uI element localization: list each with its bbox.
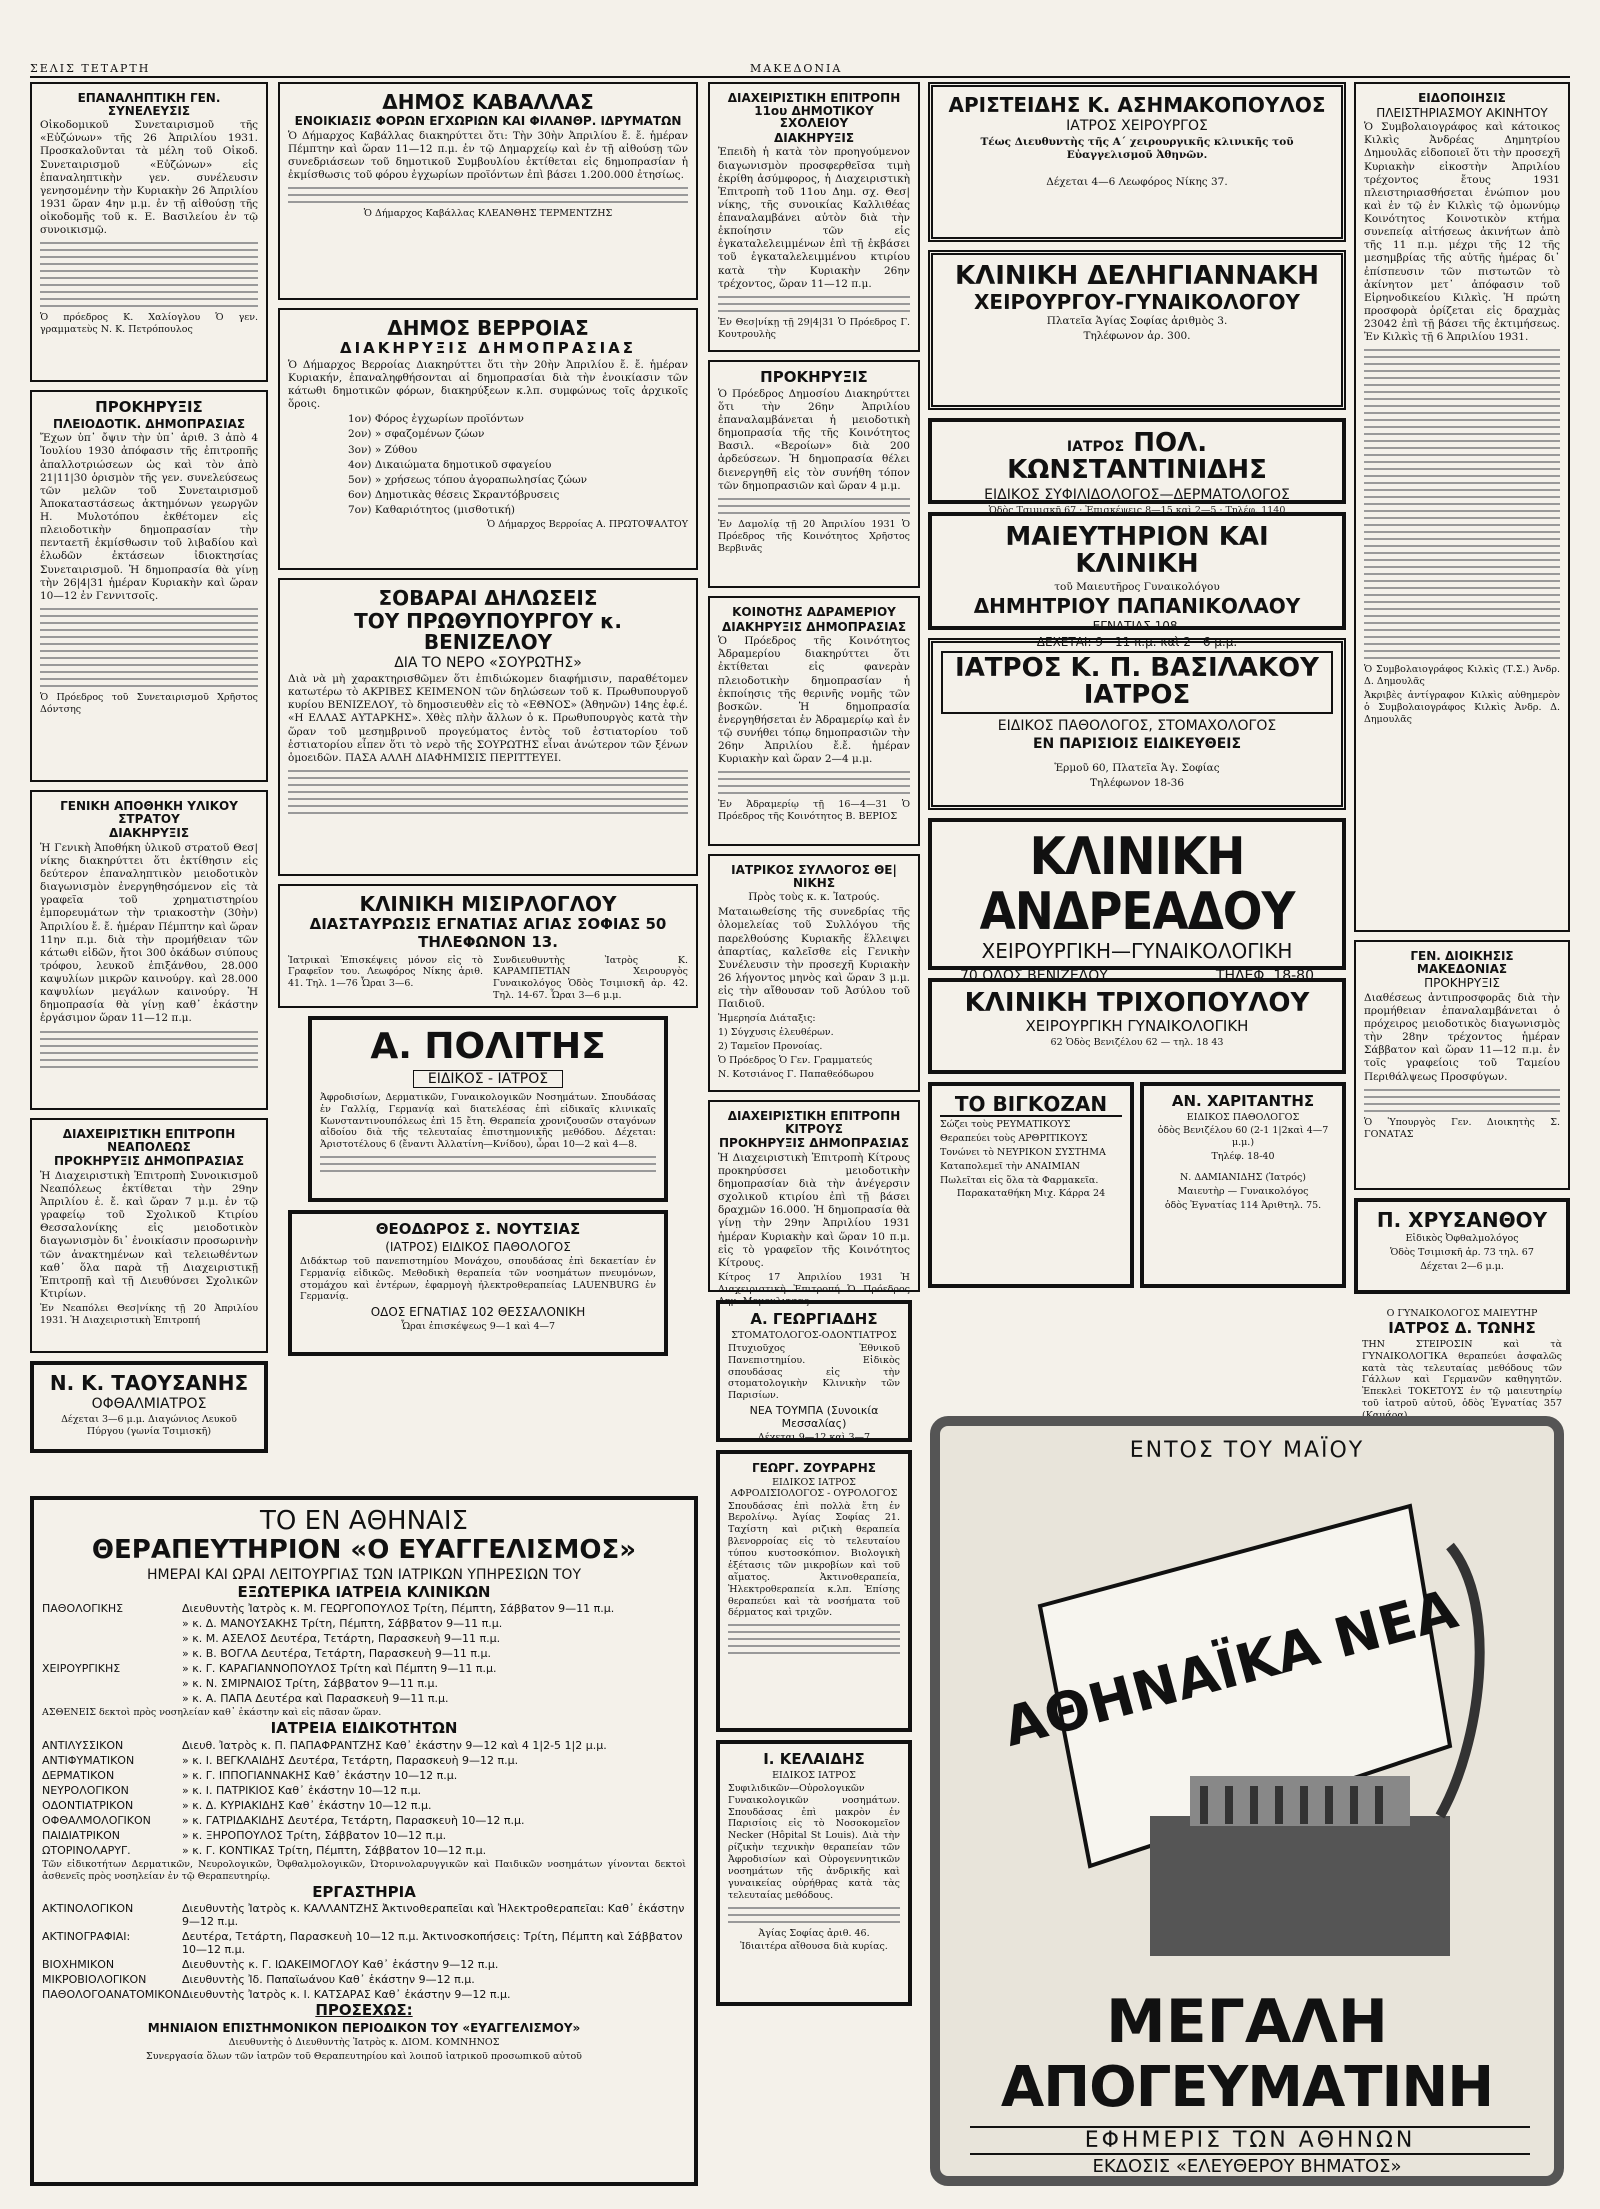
column-1	[30, 82, 268, 1461]
row-label: ΝΕΥΡΟΛΟΓΙΚΟΝ	[42, 1783, 129, 1797]
doctor-note: Ἰδιαιτέρα αἴθουσα διὰ κυρίας.	[740, 1941, 888, 1953]
row-value: » κ. Δ. ΚΥΡΙΑΚΙΔΗΣ Καθ᾽ ἑκάστην 10—12 π.μ.	[182, 1798, 432, 1812]
row-value: Δευτέρα, Τετάρτη, Παρασκευὴ 10—12 π.μ. Ἀκτινοσκοπήσεις: Τρίτη, Πέμπτη καὶ Σάββατον 10—12 π.μ.	[182, 1930, 683, 1957]
row-label	[42, 1617, 182, 1630]
clinic-right-info: Συνδιευθυντὴς Ἰατρὸς Κ. ΚΑΡΑΜΠΕΤΙΑΝ Χειρουργὸς Γυναικολόγος Ὁδὸς Τσιμισκῆ ἀρ. 42. Τηλ. 14-67. Ὧραι 3—6 μ.μ.	[493, 954, 688, 1002]
table-row	[42, 1692, 686, 1705]
ad-title: ΔΗΜΟΣ ΚΑΒΑΛΛΑΣ	[382, 90, 594, 114]
newspaper-illustration	[980, 1486, 1520, 1966]
clinic-of: τοῦ Μαιευτῆρος Γυναικολόγου	[1054, 580, 1220, 593]
doctor-name: ΑΝ. ΧΑΡΙΤΑΝΤΗΣ	[1171, 1092, 1315, 1110]
doctor-specialty: ΕΙΔΙΚΟΣ ΠΑΘΟΛΟΓΟΣ	[1186, 1111, 1300, 1123]
ad-title: ΠΡΟΚΗΡΥΞΙΣ	[95, 398, 203, 416]
hospital-note-2: Τῶν εἰδικοτήτων Δερματικῶν, Νευρολογικῶν, Ὀφθαλμολογικῶν, Ὠτορινολαρυγγικῶν καὶ Παιδικῶν νοσημάτων γίνονται δεκτοὶ ἀσθενεῖς πρὸς νοσηλείαν ἐν τῷ Θεραπευτηρίῳ.	[42, 1858, 686, 1882]
table-row	[42, 1814, 686, 1827]
ad-body: Ἡ Διαχειριστικὴ Ἐπιτροπὴ Κίτρους προκηρύσσει μειοδοτικὴν δημοπρασίαν διὰ τὴν ἀνέγερσιν σχολικοῦ κτιρίου ἐπὶ τῇ βάσει δραχμῶν 16.000. Ἡ δημοπρασία θὰ γίνῃ τὴν 29ην Ἀπριλίου 1931 ἡμέραν Κυριακὴν καὶ ὥραν 10 π.μ. εἰς τὸ γραφεῖον τῆς Κοινότητος Κίτρους.	[718, 1151, 910, 1269]
doctor-address: ὁδὸς Βενιζέλου 60 (2-1 1|2καὶ 4—7 μ.μ.)	[1157, 1124, 1329, 1148]
table-row	[42, 1602, 686, 1615]
ad-school-committee	[708, 82, 920, 352]
doctor-name: Α. ΓΕΩΡΓΙΑΔΗΣ	[750, 1310, 878, 1328]
doctor-body: ΤΗΝ ΣΤΕΙΡΟΣΙΝ καὶ τὰ ΓΥΝΑΙΚΟΛΟΓΙΚΑ θεραπεύει ἀσφαλῶς κατὰ τὰς τελευταίας μεθόδους τῶν Γάλλων καὶ Γερμανῶν καθηγητῶν. Ἐπεκλεὶ ΤΟΚΕΤΟΥΣ ἐν τῷ μαιευτηρίῳ τοῦ ἰατροῦ αὐτοῦ, ὁδὸς Ἐγνατίας 357	[1362, 1338, 1562, 1410]
list-item: 4ον) Δικαιώματα δημοτικοῦ σφαγείου	[348, 458, 552, 471]
text-filler	[40, 608, 258, 687]
doctor-specialty: (ΙΑΤΡΟΣ) ΕΙΔΙΚΟΣ ΠΑΘΟΛΟΓΟΣ	[385, 1239, 571, 1254]
text-filler	[40, 242, 258, 307]
ad-body: Ὁ Συμβολαιογράφος καὶ κάτοικος Κιλκὶς Ἀνδρέας Δημητρίου Δημουλᾶς εἰδοποιεῖ ὅτι τὴν προσεχῆ Κυριακὴν εἰκοστὴν Ἀπριλίου τρέχοντος ἔτους 1931 πλειστηριασθήσεται ἐνώπιον μου καὶ ἐν τῷ ἐν Κιλκὶς τῷ ὁμωνύμῳ Κοινότητος Κοινοτικὸν κτήμα συνεπείᾳ αἰτήσεως ἀκινήτων ἀπὸ τῆς 11 π.μ. μέχρι τῆς 12 τῆς μεσημβρίας τῆς αὐτῆς ἡμέρας δι᾽ ἐπίσπευσιν τῶν πιστωτῶν τὸ ἀκίνητον μετ᾽ ἀπόφασιν τοῦ Εἰρηνοδικείου Κιλκὶς. Ἡ πρώτη προσφορὰ ὁρίζεται εἰς δραχμὰς 23042 ἐπὶ τῇ βάσει τῆς ἐκτιμήσεως. Ἐν Κιλκὶς τῇ 6 Ἀπριλίου 1931.	[1364, 121, 1560, 344]
doctor-body: Σπουδάσας ἐπὶ πολλὰ ἔτη ἐν Βερολίνῳ. Ἀγίας Σοφίας 21. Ταχίστη καὶ ριζικὴ θεραπεία βλενορροίας εἰς τὸ τελευταίου τύπου κυστοσκόπιον. Βιολογικὴ ἐξέτασις τῶν μικροβίων καὶ τοῦ αἵματος. Ἀκτινοθεραπεία, Ἠλεκτροθεραπεία κ.λπ. Ἐπίσης θεραπεύει καὶ τὰ νοσήματα τοῦ δέρματος καὶ τριχῶν.	[728, 1500, 900, 1619]
ad-neapolis-committee	[30, 1118, 268, 1353]
ad-title-2: ΤΟΥ ΠΡΩΘΥΠΟΥΡΓΟΥ κ. ΒΕΝΙΖΕΛΟΥ	[354, 609, 622, 654]
doctor-name: ΙΑΤΡΟΣ Κ. Π. ΒΑΣΙΛΑΚΟΥ ΙΑΤΡΟΣ	[941, 651, 1333, 714]
ad-subtitle: ΔΙΑΚΗΡΥΞΙΣ ΔΗΜΟΠΡΑΣΙΑΣ	[339, 339, 637, 357]
doctor-specialty: ΕΙΔΙΚΟΣ ΙΑΤΡΟΣ	[772, 1769, 856, 1781]
row-label	[42, 1677, 182, 1690]
row-label: ΩΤΟΡΙΝΟΛΑΡΥΓ.	[42, 1843, 131, 1857]
row-value: » κ. Γ. ΚΑΡΑΓΙΑΝΝΟΠΟΥΛΟΣ Τρίτη καὶ Πέμπτη 9—11 π.μ.	[182, 1662, 497, 1676]
text-filler	[728, 1907, 900, 1923]
product-line: Πωλεῖται εἰς ὅλα τὰ Φαρμακεῖα.	[940, 1174, 1099, 1186]
clinic-subtitle: ΧΕΙΡΟΥΡΓΙΚΗ ΓΥΝΑΙΚΟΛΟΓΙΚΗ	[1025, 1017, 1249, 1036]
ad-vasilakou	[928, 638, 1346, 810]
ad-subtitle: ΠΛΕΙΟΔΟΤΙΚ. ΔΗΜΟΠΡΑΣΙΑΣ	[52, 416, 246, 431]
text-filler	[288, 187, 688, 203]
ad-body: Ὁ Δήμαρχος Βερροίας Διακηρύττει ὅτι τὴν 20ὴν Ἀπριλίου ἔ. ἔ. ἡμέραν Κυριακήν, ἐπαναληφθήσονται αἱ δημοπρασίαι διὰ τὴν ἐνοικίασιν τῶν κάτωθι δημοτικῶν φόρων, διακηρύξεων κ.λπ. συμφώνως τοῖς ἀρχικοῖς ὅροις.	[288, 358, 688, 411]
ad-papanikolaou	[928, 512, 1346, 649]
hospital-title: ΘΕΡΑΠΕΥΤΗΡΙΟΝ «Ο ΕΥΑΓΓΕΛΙΣΜΟΣ»	[91, 1535, 637, 1566]
section-labs: ΕΡΓΑΣΤΗΡΙΑ	[312, 1882, 416, 1901]
doctor-hours: Δέχεται 4—6 Λεωφόρος Νίκης 37.	[1046, 176, 1228, 189]
row-value: Διευθυντὴς Ἰδ. Παπαϊωάνου Καθ᾽ ἑκάστην 9—12 π.μ.	[182, 1973, 475, 1987]
ad-signature: Ἐν Θεσ|νίκῃ τῇ 29|4|31 Ὁ Πρόεδρος Γ. Κουτρουλὴς	[718, 316, 910, 340]
ad-body: Διὰ νὰ μὴ χαρακτηρισθῶμεν ὅτι ἐπιδιώκομεν διαφήμισιν, παραθέτομεν κατωτέρω τὸ ΑΚΡΙΒΕΣ ΚΕΙΜΕΝΟΝ τῶν δηλώσεων τοῦ κ. Πρωθυπουργοῦ κυρίου ΒΕΝΙΖΕΛΟΥ, τὸ δημοσιευθὲν εἰς τὸ «ΕΘΝΟΣ» (Ἀθηνῶν) 14ης ἐφ.έ. «Η ΕΛΛΑΣ ΑΥΤΑΡΚΗΣ». Χθὲς πλὴν ἄλλων ὁ κ. Πρωθυπουργὸς κατὰ τὴν ὥραν τοῦ μεσημβρινοῦ προγεύματος ἐντὸς τοῦ ἑστιατορίου τοῦ ἑστιατορίου εἶπεν ὅτι τὸ νερὸ τῆς ΣΟΥΡΩΤΗΣ εἶναι ἀνώτερον τῶν ξένων ὁμοειδῶν. ΠΑΣΑ ΑΛΛΗ ΔΙΑΦΗΜΙΣΙΣ ΠΕΡΙΤΤΕΥΕΙ.	[288, 673, 688, 764]
clinic-phone: ΤΗΛΕΦΩΝΟΝ 13.	[418, 932, 558, 951]
row-value: » κ. Γ. ΚΟΝΤΙΚΑΣ Τρίτη, Πέμπτη, Σάββατον 10—12 π.μ.	[182, 1843, 487, 1857]
row-label: ΠΑΙΔΙΑΤΡΙΚΟΝ	[42, 1828, 121, 1842]
list-item: 2) Ταμεῖον Προνοίας.	[718, 1041, 823, 1053]
hospital-subtitle: ΗΜΕΡΑΙ ΚΑΙ ΩΡΑΙ ΛΕΙΤΟΥΡΓΙΑΣ ΤΩΝ ΙΑΤΡΙΚΩΝ ΥΠΗΡΕΣΙΩΝ ΤΟΥ	[146, 1566, 582, 1583]
product-line: Καταπολεμεῖ τὴν ΑΝΑΙΜΙΑΝ	[940, 1160, 1081, 1172]
ad-body: Ἐπειδὴ ἡ κατὰ τὸν προηγούμενον διαγωνισμὸν προσφερθεῖσα τιμὴ ἐκρίθη ἀσύμφορος, ἡ Διαχειριστικὴ Ἐπιτροπὴ τοῦ 11ου Δημ. σχ. Θεσ|νίκης, τῆς συνοικίας Καλλιθέας ἐπαναλαμβάνει αὐτὸν διὰ τὴν ἐκποίησιν τῶν εἰς ἐγκαταλελειμμένων ἐπὶ τῇ ἐκβάσει τοῦ ἐγκαταλελειμμένου κτιρίου κατὰ τὴν Κυριακὴν 26ην τρέχοντος, ὥραν 11—12 π.μ.	[718, 146, 910, 290]
doctor-name: ΠΟΛ. ΚΩΝΣΤΑΝΤΙΝΙΔΗΣ	[1007, 428, 1267, 486]
ad-salutation: Πρὸς τοὺς κ. κ. Ἰατρούς.	[748, 891, 880, 904]
ad-signature: Ὁ Συμβολαιογράφος Κιλκὶς (Τ.Σ.) Ἀνδρ. Δ. Δημουλᾶς	[1364, 664, 1560, 688]
row-label: ΟΔΟΝΤΙΑΤΡΙΚΟΝ	[42, 1798, 134, 1812]
column-5	[1354, 82, 1570, 1430]
table-row	[42, 1844, 686, 1857]
ad-asimakopoulos	[928, 82, 1346, 242]
ad-body: Ἡ Γενικὴ Ἀποθήκη ὑλικοῦ στρατοῦ Θεσ|νίκης διακηρύττει ὅτι ἐκτίθησιν εἰς δεύτερον ἐπαναληπτικὸν μειοδοτικὸν διαγωνισμὸν ἐνεργηθησόμενον εἰς τὰ γραφεῖα τοῦ χρηματιστηρίου ἐμπορευμάτων τὴν τριακοστὴν (30ὴν) Ἀπριλίου ἔ. ἔ. ἡμέραν Πέμπτην καὶ ὥραν 11ην π.μ. διὰ τὴν προμήθειαν τῶν κάτωθι εἰδῶν, ἤτοι 300 ὀκάδων σιύπους τρόφου, λευκοῦ ἐπιξάνθου, 28.000 καψυλίων μικρῶν καινούργ. καὶ 28.000 καψυλίων μεγάλων καινούργ. Ἡ δημοπρασία θὰ γίνῃ καθ᾽ ἑκάστην ἐργάσιμον ὥραν 11—12 π.μ.	[40, 841, 258, 1025]
acropolis-base	[1150, 1816, 1450, 1956]
table-row	[42, 1617, 686, 1630]
table-row	[42, 1799, 686, 1812]
ad-subtitle: ΔΙΑΚΗΡΥΞΙΣ	[108, 826, 190, 841]
ad-title: ΔΗΜΟΣ ΒΕΡΡΟΙΑΣ	[387, 316, 589, 340]
table-row	[42, 1902, 686, 1928]
ad-georgiadis	[716, 1300, 912, 1442]
ad-army-warehouse	[30, 790, 268, 1110]
ad-signature: Ἐν Ἀδραμερίῳ τῇ 16—4—31 Ὁ Πρόεδρος τῆς Κοινότητος Β. ΒΕΡΙΟΣ	[718, 799, 910, 823]
ad-kitros	[708, 1100, 920, 1307]
doctor-body: Ἀφροδισίων, Δερματικῶν, Γυναικολογικῶν Νοσημάτων. Σπουδάσας ἐν Γαλλίᾳ, Γερμανίᾳ καὶ διατελέσας ἐπὶ εἰδικαῖς κλινικαῖς Κωνσταντινουπόλεως ἐπὶ 15 ἔτη. Θεραπεία χρονιζουσῶν σταγόνων αἰδοίου διὰ τῆς τελευταίας ἐπιστημονικῆς μεθόδου. Δέχεται: Ἀριστοτέλους 6 (ἔναντι Ἀλλατίνη—Κνίδου), ὧραι 10—2 καὶ 4—8.	[320, 1091, 656, 1151]
ad-subtitle: ΠΡΟΚΗΡΥΞΙΣ	[1424, 976, 1500, 991]
row-label	[42, 1647, 182, 1660]
section-outpatient: ΕΞΩΤΕΡΙΚΑ ΙΑΤΡΕΙΑ ΚΛΙΝΙΚΩΝ	[237, 1582, 491, 1601]
newspaper-poster	[930, 1416, 1564, 2186]
ad-charitantis	[1140, 1082, 1346, 1288]
text-filler	[718, 296, 910, 312]
text-filler	[320, 1156, 656, 1172]
table-row	[42, 1958, 686, 1971]
product-title: ΤΟ ΒΙΓΚΟΖΑΝ	[940, 1094, 1122, 1117]
row-value: Διευθυντὴς Ἰατρὸς κ. Μ. ΓΕΩΡΓΟΠΟΥΛΟΣ Τρίτη, Πέμπτη, Σάββατον 9—11 π.μ.	[182, 1602, 615, 1616]
ad-title: ΠΡΟΚΗΡΥΞΙΣ	[760, 368, 868, 386]
row-value: » κ. Α. ΠΑΠΑ Δευτέρα καὶ Παρασκευὴ 9—11 π.μ.	[182, 1692, 449, 1706]
row-value: Διευθυντὴς Ἰατρὸς κ. ΚΑΛΛΑΝΤΖΗΣ Ἀκτινοθεραπεῖαι καὶ Ἠλεκτροθεραπεῖαι: Καθ᾽ ἑκάστην 9—12 π.μ.	[182, 1902, 685, 1929]
row-label: ΜΙΚΡΟΒΙΟΛΟΓΙΚΟΝ	[42, 1973, 147, 1987]
doctor-specialty: ΕΙΔΙΚΟΣ ΠΑΘΟΛΟΓΟΣ, ΣΤΟΜΑΧΟΛΟΓΟΣ	[997, 717, 1277, 734]
clinic-address: 62 Ὁδὸς Βενιζέλου 62 — τηλ. 18 43	[1050, 1037, 1224, 1049]
doctor-name: ΙΑΤΡΟΣ Δ. ΤΩΝΗΣ	[1388, 1319, 1536, 1337]
ad-vigkozan	[928, 1082, 1134, 1288]
ad-deligiannaki-clinic	[928, 250, 1346, 410]
doctor-specialty: Εἰδικὸς Ὀφθαλμολόγος	[1405, 1233, 1519, 1244]
item-list	[288, 413, 688, 517]
ad-signature-2: Ἀκριβὲς ἀντίγραφον Κιλκὶς αὐθημερὸν ὁ Συμβολαιογράφος Κιλκὶς Ἀνδρ. Δ. Δημουλᾶς	[1364, 690, 1560, 725]
ad-subtitle: ΕΝΟΙΚΙΑΣΙΣ ΦΟΡΩΝ ΕΓΧΩΡΙΩΝ ΚΑΙ ΦΙΛΑΝΘΡ. ΙΔΡΥΜΑΤΩΝ	[294, 114, 682, 128]
doctor-name: ΔΗΜΗΤΡΙΟΥ ΠΑΠΑΝΙΚΟΛΑΟΥ	[973, 593, 1301, 618]
clinic-subtitle: ΧΕΙΡΟΥΡΓΟΥ-ΓΥΝΑΙΚΟΛΟΓΟΥ	[974, 290, 1300, 315]
ad-title: ΚΛΙΝΙΚΗ ΜΙΣΙΡΛΟΓΛΟΥ	[359, 892, 617, 916]
table-row	[42, 1647, 686, 1660]
ad-signature: Ἐν Νεαπόλει Θεσ|νίκης τῇ 20 Ἀπριλίου 1931. Ἡ Διαχειριστικὴ Ἐπιτροπή	[40, 1303, 258, 1326]
ad-chrysanthou	[1354, 1198, 1570, 1294]
row-label	[42, 1692, 182, 1705]
list-item: Ἡμερησία Διάταξις:	[718, 1013, 816, 1025]
text-filler	[1364, 349, 1560, 659]
ad-signature: Ὁ Ὑπουργὸς Γεν. Διοικητὴς Σ. ΓΟΝΑΤΑΣ	[1364, 1116, 1560, 1140]
doctor-hours: Δέχεται 9—12 καὶ 3—7	[757, 1432, 871, 1444]
ad-signature: Ὁ Δήμαρχος Βερροίας Α. ΠΡΩΤΟΨΑΛΤΟΥ	[486, 519, 688, 531]
outpatient-table	[42, 1602, 686, 1705]
ad-signature: Ὁ πρόεδρος Κ. Χαλίογλου Ὁ γεν. γραμματεὺς Ν. Κ. Πετρόπουλος	[40, 312, 258, 336]
column-3	[708, 82, 920, 2006]
ad-subtitle: ΠΛΕΙΣΤΗΡΙΑΣΜΟΥ ΑΚΙΝΗΤΟΥ	[1376, 105, 1548, 120]
ad-evangelismos-hospital	[30, 1496, 698, 2186]
doctor-specialty: ΕΙΔΙΚΟΣ ΙΑΤΡΟΣ ΑΦΡΟΔΙΣΙΟΛΟΓΟΣ - ΟΥΡΟΛΟΓΟΣ	[730, 1476, 898, 1499]
doctor-address: Ὁδὸς Τσιμισκῆ ἀρ. 73 τηλ. 67	[1390, 1246, 1534, 1258]
row-label: ΔΕΡΜΑΤΙΚΟΝ	[42, 1768, 115, 1782]
clinic-address: 70 ΟΔΟΣ ΒΕΝΙΖΕΛΟΥ	[960, 968, 1108, 985]
second-doctor-address: ὁδὸς Ἐγνατίας 114 Ἀριθτηλ. 75.	[1164, 1200, 1322, 1212]
product-line: Θεραπεύει τοὺς ΑΡΘΡΙΤΙΚΟΥΣ	[940, 1132, 1088, 1144]
row-value: » κ. Ι. ΠΑΤΡΙΚΙΟΣ Καθ᾽ ἑκάστην 10—12 π.μ.	[182, 1783, 422, 1797]
doctor-name: Ι. ΚΕΛΑΙΔΗΣ	[763, 1750, 865, 1768]
ad-misirloglou-clinic	[278, 884, 698, 1008]
doctor-specialty: ΣΤΟΜΑΤΟΛΟΓΟΣ-ΟΔΟΝΤΙΑΤΡΟΣ	[731, 1329, 897, 1341]
doctor-body: Πτυχιοῦχος Ἐθνικοῦ Πανεπιστημίου. Εἰδικὸς σπουδάσας εἰς τὴν στοματολογικὴν Κλινικὴν τῶν Παρισίων.	[728, 1342, 900, 1402]
text-filler	[1364, 1089, 1560, 1112]
table-row	[42, 1973, 686, 1986]
ad-title: ΣΟΒΑΡΑΙ ΔΗΛΩΣΕΙΣ	[378, 586, 598, 610]
doctor-prefix: ΙΑΤΡΟΣ	[1066, 439, 1125, 455]
ad-subtitle: ΔΙΑΚΗΡΥΞΙΣ ΔΗΜΟΠΡΑΣΙΑΣ	[721, 619, 907, 634]
journal-collab: Συνεργασία ὅλων τῶν ἰατρῶν τοῦ Θεραπευτηρίου καὶ λοιποῦ ἰατρικοῦ προσωπικοῦ αὐτοῦ	[146, 2051, 582, 2063]
text-filler	[728, 1624, 900, 1654]
table-row	[42, 1988, 686, 2001]
ad-konstantinidis	[928, 418, 1346, 516]
ad-subtitle: ΠΡΟΚΗΡΥΞΙΣ ΔΗΜΟΠΡΑΣΙΑΣ	[718, 1136, 910, 1151]
ad-tonis	[1354, 1302, 1570, 1422]
clinic-left-info: Ἰατρικαὶ Ἐπισκέψεις μόνον εἰς τὸ Γραφεῖον του. Λεωφόρος Νίκης ἀριθ. 41. Τηλ. 1—76 Ὧραι 3—6.	[288, 954, 483, 990]
poster-big-2: ΑΠΟΓΕΥΜΑΤΙΝΗ	[1000, 2055, 1494, 2120]
ad-title: ΔΙΑΧΕΙΡΙΣΤΙΚΗ ΕΠΙΤΡΟΠΗ ΚΙΤΡΟΥΣ	[727, 1109, 901, 1136]
doctor-body: Τέως Διευθυντὴς τῆς Α΄ χειρουργικῆς κλινικῆς τοῦ Εὐαγγελισμοῦ Ἀθηνῶν.	[980, 136, 1294, 162]
row-value: Διευθυντὴς Ἰατρὸς κ. Ι. ΚΑΤΣΑΡΑΣ Καθ᾽ ἑκάστην 9—12 π.μ.	[182, 1988, 511, 2002]
row-label	[42, 1632, 182, 1645]
list-item: 1ον) Φόρος ἐγχωρίων προϊόντων	[348, 413, 524, 426]
ad-proclamation	[708, 360, 920, 588]
clinic-title: ΚΛΙΝΙΚΗ ΤΡΙΧΟΠΟΥΛΟΥ	[964, 988, 1310, 1018]
text-filler	[718, 771, 910, 794]
ad-auction-notice	[30, 390, 268, 782]
ad-title: ΔΙΑΧΕΙΡΙΣΤΙΚΗ ΕΠΙΤΡΟΠΗ 11ου ΔΗΜΟΤΙΚΟΥ ΣΧΟΛΕΙΟΥ	[727, 91, 901, 131]
ad-body: Διαθέσεως ἀντιπροσφορᾶς διὰ τὴν προμήθειαν ἐπαναλαμβάνεται ὁ πρόχειρος μειοδοτικὸς διαγωνισμὸς τὴν 28ην τρέχοντος ἡμέραν Σάββατον καὶ ὥραν 11—12 π.μ. ἐν τοῖς γραφείοις τοῦ Ταμείου Περιθάλψεως Προσφύγων.	[1364, 991, 1560, 1083]
doctor-phone: Τηλέφωνον 18-36	[1090, 776, 1184, 789]
table-row	[42, 1930, 686, 1956]
doctor-address: ΝΕΑ ΤΟΥΜΠΑ (Συνοικία Μεσσαλίας)	[749, 1404, 879, 1431]
table-row	[42, 1754, 686, 1767]
row-value: » κ. ΓΑΤΡΙΔΑΚΙΔΗΣ Δευτέρα, Τετάρτη, Παρασκευὴ 10—12 π.μ.	[182, 1813, 525, 1827]
list-item: 3ον) » Ζύθου	[348, 443, 418, 456]
table-row	[42, 1677, 686, 1690]
row-value: » κ. Ι. ΒΕΓΚΛΑΙΔΗΣ Δευτέρα, Τετάρτη, Παρασκευὴ 9—12 π.μ.	[182, 1753, 519, 1767]
doctor-name: ΓΕΩΡΓ. ΖΟΥΡΑΡΗΣ	[752, 1461, 876, 1475]
poster-subtitle: ΕΦΗΜΕΡΙΣ ΤΩΝ ΑΘΗΝΩΝ	[970, 2126, 1530, 2155]
ad-title: ΓΕΝ. ΔΙΟΙΚΗΣΙΣ ΜΑΚΕΔΟΝΙΑΣ	[1410, 949, 1514, 976]
ad-body: Ὁ Πρόεδρος Δημοσίου Διακηρύττει ὅτι τὴν 26ην Ἀπριλίου ἐπαναλαμβάνεται ἡ μειοδοτικὴ δημοπρασία τῆς τῆς Κοινότητος Βασιλ. «Βεροίων» διὰ 200 ἀρδεύσεων. Ἡ δημοπρασία θέλει διενεργηθῆ εἰς τὸν συνήθη τόπον τῶν δημοπρασιῶν καὶ ὥραν 4 μ.μ.	[718, 387, 910, 492]
row-label: ΠΑΘΟΛΟΓΟΑΝΑΤΟΜΙΚΟΝ	[42, 1988, 182, 2002]
ad-general-assembly	[30, 82, 268, 382]
row-label: ΟΦΘΑΛΜΟΛΟΓΙΚΟΝ	[42, 1813, 151, 1827]
doctor-phone: Τηλέφ. 18-40	[1211, 1150, 1275, 1162]
doctor-specialty: ΕΙΔΙΚΟΣ ΣΥΦΙΛΙΔΟΛΟΓΟΣ—ΔΕΡΜΑΤΟΛΟΓΟΣ	[984, 486, 1290, 503]
row-value: Διευθ. Ἰατρὸς κ. Π. ΠΑΠΑΦΡΑΝΤΖΗΣ Καθ᾽ ἑκάστην 9—12 καὶ 4 1|2-5 1|2 μ.μ.	[182, 1738, 607, 1752]
table-row	[42, 1769, 686, 1782]
poster-top: ΕΝΤΟΣ ΤΟΥ ΜΑΪΟΥ	[1129, 1438, 1365, 1463]
list-item: Ὁ Πρόεδρος Ὁ Γεν. Γραμματεύς	[718, 1054, 873, 1066]
ad-zourariss	[716, 1450, 912, 1732]
labs-table	[42, 1902, 686, 2001]
clinic-title: ΜΑΙΕΥΤΗΡΙΟΝ ΚΑΙ ΚΛΙΝΙΚΗ	[1005, 522, 1269, 580]
ad-body: Ἡ Διαχειριστικὴ Ἐπιτροπὴ Συνοικισμοῦ Νεαπόλεως ἐκτίθεται τὴν 29ην Ἀπριλίου ἐ. ἔ. καὶ ὥραν 7 μ.μ. ἐν τῷ γραφείῳ τοῦ Σχολικοῦ Κτιρίου Θεσσαλονίκης εἰς μειοδοτικὸν διαγωνισμὸν δι᾽ ἐνοικίασιν προσωρινὴν τῶν ἀνακτημένων καὶ τελειωθέντων καθ᾽ ὅλα παρὰ τῇ Διαχειριστικῇ Ἐπιτροπῇ καὶ τῇ Διευθύνσει Σχολικῶν Κτιρίων.	[40, 1169, 258, 1300]
paper-masthead: ΑΘΗΝΑΪΚΑ ΝΕΑ	[996, 1577, 1464, 1759]
doctor-address: ΟΔΟΣ ΕΓΝΑΤΙΑΣ 102 ΘΕΣΣΑΛΟΝΙΚΗ	[370, 1305, 586, 1320]
clinic-phone: Τηλέφωνον ἀρ. 300.	[1083, 330, 1191, 343]
row-value: » κ. Β. ΒΟΓΛΑ Δευτέρα, Τετάρτη, Παρασκευὴ 9—11 π.μ.	[182, 1647, 491, 1661]
second-doctor-name: Ν. ΔΑΜΙΑΝΙΔΗΣ (Ἰατρός)	[1179, 1172, 1307, 1184]
ad-title: ΙΑΤΡΙΚΟΣ ΣΥΛΛΟΓΟΣ ΘΕ|ΝΙΚΗΣ	[731, 863, 897, 890]
ad-verria	[278, 308, 698, 570]
doctor-specialty: ΕΙΔΙΚΟΣ - ΙΑΤΡΟΣ	[413, 1070, 563, 1088]
ad-body: Οἰκοδομικοῦ Συνεταιρισμοῦ τῆς «Εὐζώνων» τῆς 26 Ἀπριλίου 1931. Προσκαλοῦνται τὰ μέλη τοῦ Οἰκοδ. Συνεταιρισμοῦ «Εὐζώνων» εἰς ἐπαναληπτικὴν γεν. συνέλευσιν γενησομένην τὴν Κυριακὴν 26 Ἀπριλίου 1931 ὥραν 4ην μ.μ. ἐν τῇ αἰθούσῃ τῆς οἰκοδομῆς τοῦ κ. Ε. Βασιλείου ἐν τῷ συνοικισμῷ.	[40, 119, 258, 237]
ad-title: ΔΙΑΧΕΙΡΙΣΤΙΚΗ ΕΠΙΤΡΟΠΗ ΝΕΑΠΟΛΕΩΣ	[62, 1127, 236, 1154]
ad-body: Ὁ Πρόεδρος τῆς Κοινότητος Ἀδραμερίου διακηρύττει ὅτι ἐκτίθεται εἰς φανερὰν πλειοδοτικὴν δημοπρασίαν ἡ ἐκποίησις τῆς θερινῆς νομῆς τῶν βοσκῶν. Ἡ δημοπρασία ἐνεργηθήσεται ἐν Ἀδραμερίῳ καὶ ἐν τῷ συνήθει τόπῳ δημοπρασιῶν τὴν 26ην Ἀπριλίου ἔ.ἔ. ἡμέραν Κυριακὴν καὶ ὥραν 2—4 μ.μ.	[718, 635, 910, 766]
row-label: ΒΙΟΧΗΜΙΚΟΝ	[42, 1958, 115, 1972]
poster-big-1: ΜΕΓΑΛΗ	[1105, 1987, 1388, 2057]
clinic-address: ΕΓΝΑΤΙΑΣ 108.	[1092, 618, 1182, 633]
ad-kelaidis	[716, 1740, 912, 2006]
row-label: ΑΚΤΙΝΟΓΡΑΦΙΑΙ:	[42, 1930, 131, 1944]
ad-body: Ματαιωθείσης τῆς συνεδρίας τῆς ὁλομελείας τοῦ Συλλόγου τῆς παρελθούσης Κυριακῆς ἕλλειψει ἀπαρτίας, καλεῖσθε εἰς Γενικὴν Συνέλευσιν τὴν προσεχῆ Κυριακὴν 26 λήγοντος μηνὸς καὶ ὥραν 3 μ.μ. εἰς τὴν αἴθουσαν τοῦ Ἀσύλου τοῦ Παιδιοῦ.	[718, 906, 910, 1011]
doctor-address: Ἀγίας Σοφίας ἀριθ. 46.	[758, 1927, 870, 1939]
ad-politis	[308, 1016, 668, 1202]
doctor-name: Α. ΠΟΛΙΤΗΣ	[370, 1026, 606, 1067]
second-doctor-specialty: Μαιευτὴρ — Γυναικολόγος	[1177, 1186, 1309, 1198]
ad-title: ΕΠΑΝΑΛΗΠΤΙΚΗ ΓΕΝ. ΣΥΝΕΛΕΥΣΙΣ	[77, 91, 221, 118]
text-filler	[40, 1031, 258, 1068]
product-line: Τονώνει τὸ ΝΕΥΡΙΚΟΝ ΣΥΣΤΗΜΑ	[940, 1146, 1106, 1158]
product-line: Σώζει τοὺς ΡΕΥΜΑΤΙΚΟΥΣ	[940, 1119, 1071, 1130]
poster-footer: ΕΚΔΟΣΙΣ «ΕΛΕΥΘΕΡΟΥ ΒΗΜΑΤΟΣ»	[1092, 2156, 1402, 2177]
ad-sourotis-water	[278, 578, 698, 876]
product-address: Παρακαταθήκη Μιχ. Κάρρα 24	[956, 1188, 1106, 1200]
row-label: ΠΑΘΟΛΟΓΙΚΗΣ	[42, 1602, 124, 1616]
row-label: ΑΝΤΙΛΥΣΣΙΚΟΝ	[42, 1738, 124, 1752]
table-row	[42, 1739, 686, 1752]
list-item: 6ον) Δημοτικὰς θέσεις Σκραντόβρυσεις	[348, 488, 560, 501]
hospital-prefix: ΤΟ ΕΝ ΑΘΗΝΑΙΣ	[260, 1506, 468, 1536]
doctor-subtitle: ΕΝ ΠΑΡΙΣΙΟΙΣ ΕΙΔΙΚΕΥΘΕΙΣ	[1032, 735, 1242, 752]
ad-medical-association	[708, 854, 920, 1092]
row-value: » κ. Δ. ΜΑΝΟΥΣΑΚΗΣ Τρίτη, Πέμπτη, Σάββατον 9—11 π.μ.	[182, 1617, 503, 1631]
clinic-title: ΚΛΙΝΙΚΗ ΔΕΛΗΓΙΑΝΝΑΚΗ	[954, 261, 1319, 291]
clinic-subtitle: ΧΕΙΡΟΥΡΓΙΚΗ—ΓΥΝΑΙΚΟΛΟΓΙΚΗ	[981, 939, 1293, 964]
header-left: ΣΕΛΙΣ ΤΕΤΑΡΤΗ	[30, 62, 151, 75]
table-row	[42, 1829, 686, 1842]
text-filler	[288, 770, 688, 814]
doctor-body: Διδάκτωρ τοῦ πανεπιστημίου Μονάχου, σπουδάσας ἐπὶ δεκαετίαν ἐν Γερμανίᾳ εἰδικῶς. Μεθοδικὴ θεραπεία τῶν νοσημάτων πνευμόνων, στομάχου καὶ ἐντέρων, ἐφαρμογὴ ἠλεκτροθεραπείας LAUENBURG ἐν Γερμανίᾳ.	[300, 1255, 656, 1303]
journal-director: Διευθυντὴς ὁ Διευθυντὴς Ἰατρὸς κ. ΔΙΟΜ. ΚΟΜΝΗΝΟΣ	[228, 2037, 500, 2049]
clinic-hours: ΔΕΧΕΤΑΙ: 9—11 π.μ. καὶ 2—6 μ.μ.	[1036, 634, 1238, 649]
row-value: » κ. Γ. ΙΠΠΟΓΙΑΝΝΑΚΗΣ Καθ᾽ ἑκάστην 10—12 π.μ.	[182, 1768, 458, 1782]
row-value: » κ. ΞΗΡΟΠΟΥΛΟΣ Τρίτη, Σάββατον 10—12 π.μ.	[182, 1828, 447, 1842]
header-center: ΜΑΚΕΔΟΝΙΑ	[750, 62, 843, 75]
ad-taousanis	[30, 1361, 268, 1453]
ad-signature: Κίτρος 17 Ἀπριλίου 1931 Ἡ Διαχειριστικὴ Ἐπιτροπή Ὁ Πρόεδρος Δημ. Μομουλιτσας	[718, 1271, 910, 1307]
clinic-title: ΚΛΙΝΙΚΗ ΑΝΔΡΕΑΔΟΥ	[979, 827, 1295, 942]
doctor-name: ΘΕΟΔΩΡΟΣ Σ. ΝΟΥΤΣΙΑΣ	[375, 1220, 581, 1238]
row-label: ΧΕΙΡΟΥΡΓΙΚΗΣ	[42, 1662, 121, 1676]
page-header	[30, 62, 1570, 78]
section-specialties: ΙΑΤΡΕΙΑ ΕΙΔΙΚΟΤΗΤΩΝ	[270, 1719, 458, 1738]
list-item: 1) Σύγχυσις ἐλευθέρων.	[718, 1027, 834, 1039]
table-row	[42, 1632, 686, 1645]
ad-subtitle: ΔΙΑ ΤΟ ΝΕΡΟ «ΣΟΥΡΩΤΗΣ»	[394, 655, 582, 671]
row-value: » κ. Μ. ΑΣΕΛΟΣ Δευτέρα, Τετάρτη, Παρασκευὴ 9—11 π.μ.	[182, 1632, 501, 1646]
ad-trichopoulou-clinic	[928, 978, 1346, 1074]
column-4	[928, 82, 1346, 1296]
row-label: ΑΚΤΙΝΟΛΟΓΙΚΟΝ	[42, 1902, 134, 1916]
text-filler	[718, 498, 910, 514]
table-row	[42, 1784, 686, 1797]
ad-subtitle: ΔΙΑΣΤΑΥΡΩΣΙΣ ΕΓΝΑΤΙΑΣ ΑΓΙΑΣ ΣΟΦΙΑΣ 50	[309, 915, 667, 933]
doctor-prefix: Ο ΓΥΝΑΙΚΟΛΟΓΟΣ ΜΑΙΕΥΤΗΡ	[1386, 1308, 1538, 1319]
ad-subtitle: ΠΡΟΚΗΡΥΞΙΣ ΔΗΜΟΠΡΑΣΙΑΣ	[53, 1154, 245, 1169]
list-item: 2ον) » σφαζομένων ζώων	[348, 428, 485, 441]
doctor-name: ΑΡΙΣΤΕΙΔΗΣ Κ. ΑΣΗΜΑΚΟΠΟΥΛΟΣ	[948, 93, 1326, 117]
doctor-specialty: ΙΑΤΡΟΣ ΧΕΙΡΟΥΡΓΟΣ	[1066, 118, 1208, 134]
ad-signature: Ἐν Δαμολίᾳ τῇ 20 Ἀπριλίου 1931 Ὁ Πρόεδρος τῆς Κοινότητος Χρῆστος Βερβινᾶς	[718, 518, 910, 554]
list-item: 5ον) » χρήσεως τόπου ἀγοραπωλησίας ζώων	[348, 473, 588, 486]
doctor-name: Ν. Κ. ΤΑΟΥΣΑΝΗΣ	[49, 1371, 249, 1395]
list-item: 7ον) Καθαριότητος (μισθοτική)	[348, 504, 515, 516]
ad-signature: Ὁ Δήμαρχος Καβάλλας ΚΛΕΑΝΘΗΣ ΤΕΡΜΕΝΤΖΗΣ	[363, 208, 613, 220]
ad-body: Ὁ Δήμαρχος Καβάλλας διακηρύττει ὅτι: Τὴν 30ὴν Ἀπριλίου ἔ. ἔ. ἡμέραν Πέμπτην καὶ ὥραν 11—12 π.μ. ἐν τῷ Δημαρχείῳ καὶ ἐν τῇ αἰθούσῃ τῶν συνεδριάσεων τοῦ δημοτικοῦ Συμβουλίου ἐκτίθεται εἰς δημοπρασίαν ἡ ἐκμίσθωσις τοῦ φόρου ἐγχωρίων προϊόντων ἐπὶ βάσει 1.200.000 ἐτησίως.	[288, 129, 688, 181]
ad-title: ΕΙΔΟΠΟΙΗΣΙΣ	[1418, 91, 1506, 105]
row-label: ΑΝΤΙΦΥΜΑΤΙΚΟΝ	[42, 1753, 135, 1767]
specialties-table	[42, 1739, 686, 1857]
doctor-specialty: ΟΦΘΑΛΜΙΑΤΡΟΣ	[91, 1396, 207, 1412]
ad-title: ΓΕΝΙΚΗ ΑΠΟΘΗΚΗ ΥΛΙΚΟΥ ΣΤΡΑΤΟΥ	[60, 799, 238, 826]
doctor-hours: Ὧραι ἐπισκέψεως 9—1 καὶ 4—7	[400, 1321, 556, 1333]
row-value: Διευθυντὴς κ. Γ. ΙΩΑΚΕΙΜΟΓΛΟΥ Καθ᾽ ἑκάστην 9—12 π.μ.	[182, 1958, 499, 1972]
doctor-info: Δέχεται 3—6 μ.μ. Διαγώνιος Λευκοῦ Πύργου (γωνία Τσιμισκῆ)	[61, 1414, 237, 1437]
ad-kavala	[278, 82, 698, 300]
clinic-phone: ΤΗΛΕΦ. 18-80	[1215, 968, 1314, 985]
row-value: » κ. Ν. ΣΜΙΡΝΑΙΟΣ Τρίτη, Σάββατον 9—11 π.μ.	[182, 1677, 438, 1691]
ad-macedonia-administration	[1354, 940, 1570, 1190]
journal-title: ΜΗΝΙΑΙΟΝ ΕΠΙΣΤΗΜΟΝΙΚΟΝ ΠΕΡΙΟΔΙΚΟΝ ΤΟΥ «ΕΥΑΓΓΕΛΙΣΜΟΥ»	[147, 2021, 581, 2036]
doctor-address: Ὁδὸς Τσιμισκῆ 67 · Ἐπισκέψεις 8—15 καὶ 2—5 · Τηλέφ. 1140	[988, 504, 1286, 516]
list-item: Ν. Κοτσιάνος Γ. Παπαθεόδωρου	[718, 1068, 874, 1080]
hospital-note: ΑΣΘΕΝΕΙΣ δεκτοὶ πρὸς νοσηλείαν καθ᾽ ἑκάστην καὶ εἰς πᾶσαν ὥραν.	[42, 1707, 382, 1719]
column-2	[278, 82, 698, 1364]
ad-subtitle: ΔΙΑΚΗΡΥΞΙΣ	[773, 130, 855, 145]
section-attention: ΠΡΟΣΕΧΩΣ:	[315, 2001, 413, 2020]
ad-andreadou-clinic	[928, 818, 1346, 985]
ad-auction-property	[1354, 82, 1570, 932]
doctor-hours: Δέχεται 2—6 μ.μ.	[1420, 1260, 1504, 1272]
ad-title: ΚΟΙΝΟΤΗΣ ΑΔΡΑΜΕΡΙΟΥ	[732, 605, 896, 619]
doctor-name: Π. ΧΡΥΣΑΝΘΟΥ	[1376, 1208, 1548, 1232]
ad-adrameri	[708, 596, 920, 846]
clinic-address: Πλατεῖα Ἁγίας Σοφίας ἀριθμὸς 3.	[1046, 315, 1228, 328]
ad-body: Ἔχων ὑπ᾽ ὄψιν τὴν ὑπ᾽ ἀριθ. 3 ἀπὸ 4 Ἰουλίου 1930 ἀπόφασιν τῆς ἐπιτροπῆς ἀπαλλοτριώσεων ὡς καὶ τὸν ἀπὸ 21|11|30 ὁρισμὸν τῆς γεν. συνελεύσεως τῶν μελῶν τοῦ Συνεταιρισμοῦ Ἀποκαταστάσεως ἀκτημόνων γεωργῶν Η. Μυλοτόπου ἐκθέτομεν εἰς πλειοδοτικὴν δημοπρασίαν τὴν πενταετῆ ἐκμίσθωσιν τοῦ λιβαδίου καὶ ἐλωδῶν ἐκτάσεων ἰδιοκτησίας Συνεταιρισμοῦ. Ἡ δημοπρασία θὰ γίνῃ τὴν 26|4|31 ἡμέραν Κυριακὴν καὶ ὥραν 10—12 ἐν Γεννιτσοῖς.	[40, 432, 258, 602]
ad-noutsias	[288, 1210, 668, 1356]
table-row	[42, 1662, 686, 1675]
ad-signature: Ὁ Πρόεδρος τοῦ Συνεταιρισμοῦ Χρῆστος Δόντσης	[40, 691, 258, 715]
doctor-body: Συφιλιδικῶν—Οὐρολογικῶν Γυναικολογικῶν νοσημάτων. Σπουδάσας ἐπὶ μακρὸν ἐν Παρισίοις εἰς τὸ Νοσοκομεῖον Necker (Hôpital St Louis). Διὰ τὴν ρίζικὴν τεχνικὴν θεραπείαν τῶν Ἀφροδισίων καὶ Οὐρογεννητικῶν νοσημάτων τῆς ἀνδρικῆς καὶ γυναικείας οὐρήθρας κατὰ τὰς τελευταίας μεθόδους.	[728, 1782, 900, 1901]
doctor-address: Ἑρμοῦ 60, Πλατεῖα Ἁγ. Σοφίας	[1054, 761, 1220, 774]
